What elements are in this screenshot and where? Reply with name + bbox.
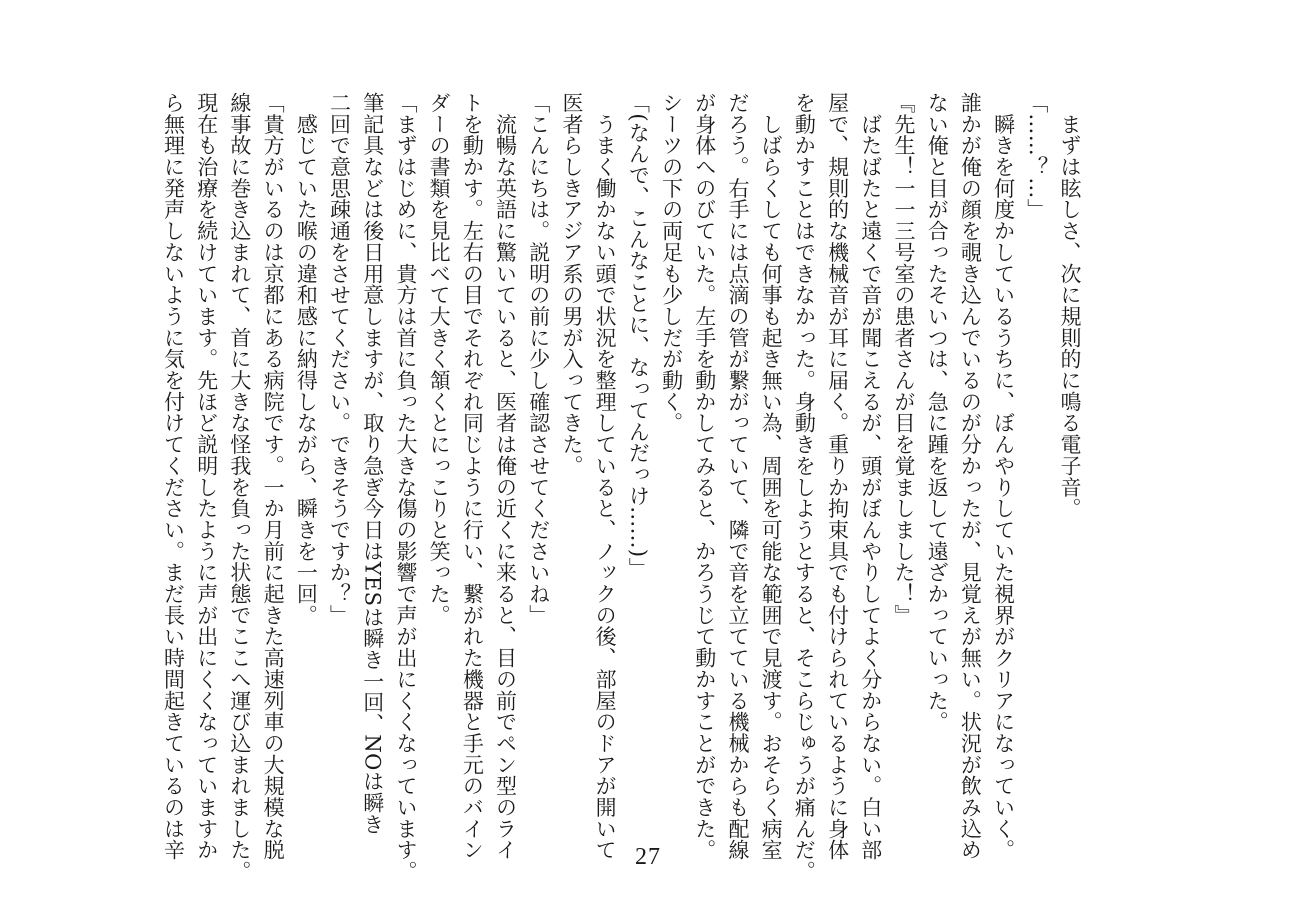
text-line: ダーの書類を見比べて大きく頷くとにっこりと笑った。 xyxy=(427,92,452,626)
text-line: だろう。右手には点滴の管が繋がっていて、隣で音を立てている機械からも配線 xyxy=(725,92,750,861)
text-line: ら無理に発声しないように気を付けてください。まだ長い時間起きているのは辛 xyxy=(161,92,186,861)
text-line: 「(なんで、こんなことに、なってんだっけ……)」 xyxy=(626,92,651,579)
text-line: 誰かが俺の顔を覗き込んでいるのが分かったが、見覚えが無い。状況が飲み込め xyxy=(958,92,983,861)
text-line: 二回で意思疎通をさせてください。できそうですか？」 xyxy=(327,92,352,626)
text-line: 屋で、規則的な機械音が耳に届く。重りか拘束具でも付けられているように身体 xyxy=(825,92,850,861)
text-line: まずは眩しさ、次に規則的に鳴る電子音。 xyxy=(1058,92,1082,519)
text-line: 医者らしきアジア系の男が入ってきた。 xyxy=(559,92,584,477)
text-line: 瞬きを何度かしているうちに、ぼんやりしていた視界がクリアになっていく。 xyxy=(991,92,1016,861)
text-line: 『先生！一一三号室の患者さんが目を覚ましました！』 xyxy=(891,92,916,626)
text-line: シーツの下の両足も少しだが動く。 xyxy=(659,92,684,434)
text-line: 現在も治療を続けています。先ほど説明したように声が出にくくなっていますか xyxy=(194,92,219,861)
text-line: 「……？…」 xyxy=(1024,92,1049,221)
text-line: 「こんにちは。説明の前に少し確認させてくださいね」 xyxy=(526,92,551,626)
text-line: トを動かす。左右の目でそれぞれ同じように行い、繋がれた機器と手元のバイン xyxy=(460,92,485,861)
text-line: 筆記具などは後日用意しますが、取り急ぎ今日はYESは瞬き一回、NOは瞬き xyxy=(360,92,385,835)
text-line: を動かすことはできなかった。身動きをしようとすると、そこらじゅうが痛んだ。 xyxy=(792,92,817,882)
text-line: 流暢な英語に驚いていると、医者は俺の近くに来ると、目の前でペン型のライ xyxy=(493,92,518,861)
text-line: 「貴方がいるのは京都にある病院です。一か月前に起きた高速列車の大規模な脱 xyxy=(261,92,286,861)
text-line: が身体へのびていた。左手を動かしてみると、かろうじて動かすことができた。 xyxy=(692,92,717,861)
text-line: 感じていた喉の違和感に納得しながら、瞬きを一回。 xyxy=(294,92,319,626)
text-line: 「まずはじめに、貴方は首に負った大きな傷の影響で声が出にくくなっています。 xyxy=(393,92,418,882)
text-line: うまく働かない頭で状況を整理していると、ノックの後、部屋のドアが開いて xyxy=(593,92,618,861)
page-number: 27 xyxy=(635,844,661,870)
text-line: ない俺と目が合ったそいつは、急に踵を返して遠ざかっていった。 xyxy=(925,92,950,733)
text-line: しばらくしても何事も起き無い為、周囲を可能な範囲で見渡す。おそらく病室 xyxy=(759,92,784,861)
text-line: ばたばたと遠くで音が聞こえるが、頭がぼんやりしてよく分からない。白い部 xyxy=(858,92,883,861)
text-line: 線事故に巻き込まれて、首に大きな怪我を負った状態でここへ運び込まれました。 xyxy=(227,92,252,882)
